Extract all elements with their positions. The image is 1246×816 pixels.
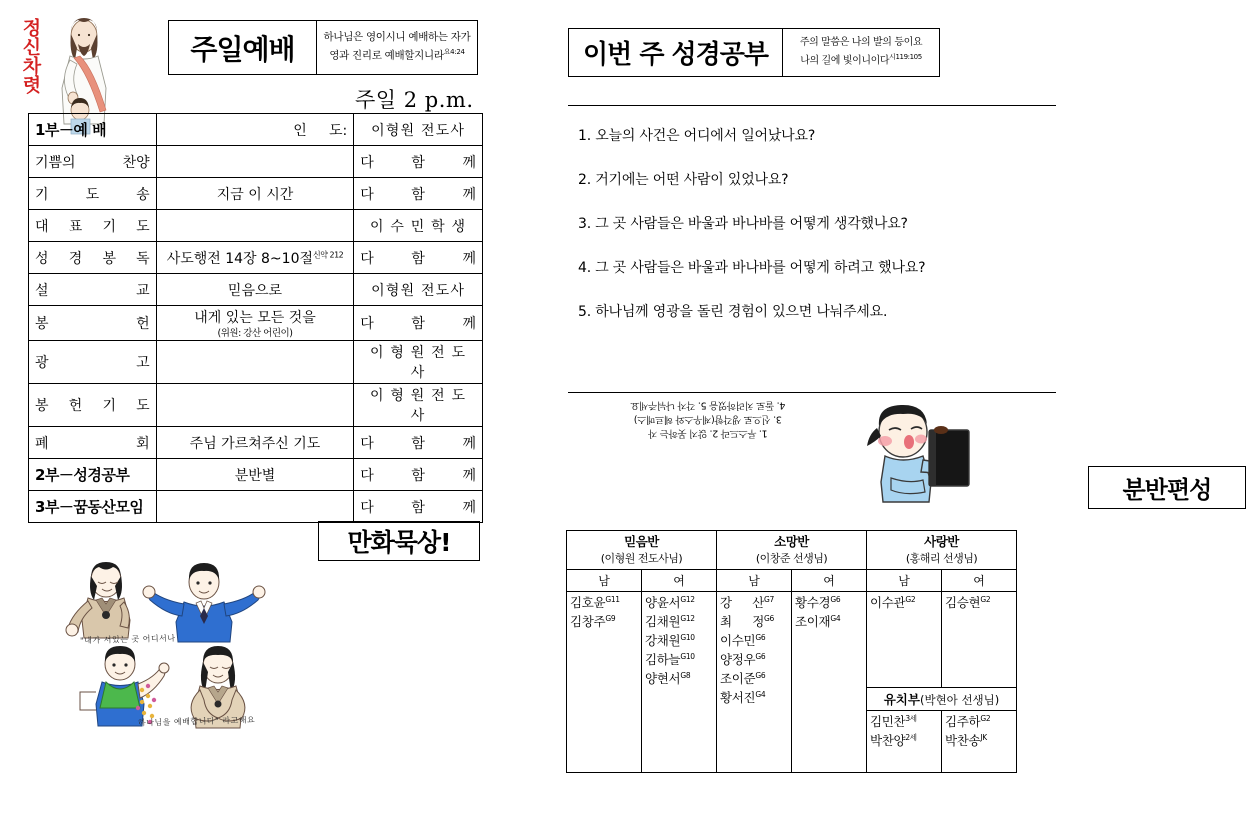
class-header-1: [567, 531, 717, 570]
student-grade: G12: [680, 595, 695, 605]
worship-item-person: 이 형 원 전 도 사: [354, 384, 483, 427]
worship-item-person: 다 함 께: [354, 459, 483, 491]
student-grade: 3세: [905, 714, 917, 724]
worship-order-table: [28, 113, 483, 523]
student-name: 강 산$^{G7}$: [720, 595, 774, 611]
worship-item-detail: 사도행전 14장 8~10절$^{신약 212}$: [156, 242, 354, 274]
gender-header: 남: [567, 570, 642, 592]
bible-study-question: 3. 그 곳 사람들은 바울과 바나바를 어떻게 생각했나요?: [578, 216, 908, 232]
class-assignment-body: [567, 531, 1017, 773]
class3-boys: [867, 592, 942, 688]
bible-study-question: 5. 하나님께 영광을 돌린 경험이 있으면 나눠주세요.: [578, 304, 888, 320]
class1-boys: [567, 592, 642, 773]
bible-study-verse-line2-wrap: [800, 52, 922, 70]
student-name: 김주하$^{G2}$: [945, 714, 991, 730]
worship-item-label: 대 표 기 도: [29, 210, 157, 242]
worship-item-person: 다 함 께: [354, 178, 483, 210]
boy-with-bible-illustration: [855, 400, 980, 505]
worship-item-person: 이형원 전도사: [354, 114, 483, 146]
cartoon-caption-2: 하나님을 예배합니다" 라고해요: [137, 715, 256, 728]
worship-item-label: 3부－꿈동산모임: [29, 491, 157, 523]
worship-item-detail: 내게 있는 모든 것을 (위원: 강산 어린이): [156, 306, 354, 341]
bible-study-answers: [568, 398, 848, 439]
bible-study-title: 이번 주 성경공부: [569, 29, 783, 76]
worship-item-label: 설 교: [29, 274, 157, 306]
class2-girls: [792, 592, 867, 773]
worship-item-label: 1부－예 배: [29, 114, 157, 146]
gender-header: 여: [642, 570, 717, 592]
worship-verse-line1: 하나님은 영이시니 예배하는 자가: [323, 31, 471, 44]
worship-item-label: 광 고: [29, 341, 157, 384]
student-grade: G9: [605, 613, 616, 623]
student-name: 양정우$^{G6}$: [720, 651, 766, 667]
offering-note: (위원: 강산 어린이): [217, 328, 293, 339]
worship-item-person: 다 함 께: [354, 491, 483, 523]
worship-row: [29, 242, 483, 274]
student-grade: G6: [830, 595, 841, 605]
cartoon-figures-svg: [58, 558, 308, 738]
worship-item-detail: [156, 210, 354, 242]
worship-row: [29, 274, 483, 306]
student-row: [567, 592, 1017, 688]
student-grade: JK: [980, 732, 987, 742]
student-grade: G6: [755, 670, 766, 680]
gender-header: 남: [717, 570, 792, 592]
class-header-2: [717, 531, 867, 570]
student-grade: G6: [755, 651, 766, 661]
student-grade: G8: [680, 670, 691, 680]
student-grade: 2세: [905, 732, 917, 742]
worship-time: 주일 2 p.m.: [355, 88, 474, 112]
kinder-name: 유치부: [883, 692, 920, 708]
student-grade: G6: [764, 613, 774, 623]
worship-row: [29, 178, 483, 210]
worship-item-person: 다 함 께: [354, 242, 483, 274]
cartoon-meditation-title: 만화묵상!: [318, 521, 480, 561]
class-assignment-title: 분반편성: [1088, 466, 1246, 509]
kinder-boys: [867, 711, 942, 773]
student-name: 황서진$^{G4}$: [720, 689, 766, 705]
student-grade: G2: [980, 714, 991, 724]
worship-item-detail: [156, 114, 354, 146]
worship-item-label: 기 도 송: [29, 178, 157, 210]
cartoon-caption-1: "내가 서있는 곳 어디서나: [79, 633, 176, 646]
worship-item-person: 이 형 원 전 도 사: [354, 341, 483, 384]
worship-item-detail: 분반별: [156, 459, 354, 491]
worship-item-detail: 주님 가르쳐주신 기도: [156, 427, 354, 459]
worship-verse-line2: 영과 진리로 예배할지니라: [329, 49, 444, 62]
class-teacher: (이창준 선생님): [755, 552, 828, 566]
worship-item-detail: [156, 146, 354, 178]
worship-item-label: 봉 헌 기 도: [29, 384, 157, 427]
class2-boys: [717, 592, 792, 773]
divider-top: [568, 105, 1056, 106]
worship-verse-ref: 요4:24: [443, 48, 465, 57]
answer-line-3: 4. 돌로 치려하였음 5. 각자 나눠주세요: [630, 399, 786, 411]
class-name: 사랑반: [924, 534, 959, 549]
bible-study-questions: [578, 125, 1048, 345]
student-name: 김호윤$^{G11}$: [570, 595, 620, 611]
student-name: 김창주$^{G9}$: [570, 613, 616, 630]
worship-item-person: 이형원 전도사: [354, 274, 483, 306]
worship-item-person: 이 수 민 학 생: [354, 210, 483, 242]
bible-study-title-box: [568, 28, 940, 77]
gender-header: 여: [942, 570, 1017, 592]
student-name: 박찬양$^{2세}$: [870, 732, 917, 749]
student-name: 조이재$^{G4}$: [795, 613, 841, 630]
student-name: 김하늘$^{G10}$: [645, 651, 695, 667]
student-name: 조이준$^{G6}$: [720, 670, 766, 686]
student-grade: G10: [680, 651, 695, 661]
worship-item-person: 다 함 께: [354, 146, 483, 178]
class3-girls: [942, 592, 1017, 688]
worship-row: [29, 146, 483, 178]
lead-label: 인 도:: [293, 122, 348, 139]
student-grade: G4: [830, 613, 841, 623]
answer-line-1: 1. 루스드라 2. 앉지 못하는 자: [648, 427, 768, 439]
gender-header-row: [567, 570, 1017, 592]
student-name: 김승현$^{G2}$: [945, 595, 991, 611]
worship-item-detail: [156, 384, 354, 427]
worship-row: [29, 306, 483, 341]
worship-title-box: [168, 20, 478, 75]
bible-study-verse-ref: 시119:105: [889, 52, 922, 61]
bible-study-question: 1. 오늘의 사건은 어디에서 일어났나요?: [578, 128, 816, 144]
worship-item-person: 다 함 께: [354, 427, 483, 459]
worship-order-body: [29, 114, 483, 523]
student-name: 최 정$^{G6}$: [720, 613, 774, 630]
student-name: 이수관$^{G2}$: [870, 595, 916, 611]
worship-item-label: 2부－성경공부: [29, 459, 157, 491]
student-name: 김채원$^{G12}$: [645, 613, 695, 630]
student-grade: G12: [680, 613, 695, 623]
worship-row: [29, 459, 483, 491]
worship-item-person: 다 함 께: [354, 306, 483, 341]
kinder-teacher: (박현아 선생님): [919, 693, 1000, 708]
class-header-3: [867, 531, 1017, 570]
class-teacher: (이형원 전도사님): [600, 552, 683, 566]
student-name: 이수민$^{G6}$: [720, 632, 766, 649]
bible-study-question: 4. 그 곳 사람들은 바울과 바나바를 어떻게 하려고 했나요?: [578, 260, 926, 276]
bible-study-question: 2. 거기에는 어떤 사람이 있었나요?: [578, 172, 789, 188]
worship-row: [29, 427, 483, 459]
bible-study-verse-line1: 주의 말씀은 나의 발의 등이요: [799, 37, 923, 49]
worship-verse: [317, 21, 477, 74]
divider-bottom: [568, 392, 1056, 393]
student-name: 양현서$^{G8}$: [645, 670, 691, 686]
student-grade: G2: [905, 595, 916, 605]
student-name: 박찬송$^{JK}$: [945, 732, 987, 749]
worship-item-label: 봉 헌: [29, 306, 157, 341]
worship-item-detail: 지금 이 시간: [156, 178, 354, 210]
worship-row: [29, 491, 483, 523]
student-grade: G4: [755, 689, 766, 699]
worship-row: [29, 210, 483, 242]
cartoon-illustration: [58, 558, 308, 738]
worship-row: [29, 384, 483, 427]
student-name: 강채원$^{G10}$: [645, 632, 695, 649]
kinder-header: [867, 688, 1017, 711]
student-name: 김민찬$^{3세}$: [870, 714, 917, 730]
answer-line-2: 3. 신으로 생각함(제우스와 헤르메스): [634, 413, 782, 425]
class-name: 믿음반: [624, 534, 659, 549]
bible-study-verse-line2: 나의 길에 빛이니이다: [800, 55, 890, 67]
student-name: 황수경$^{G6}$: [795, 595, 841, 611]
worship-item-label: 기쁨의 찬양: [29, 146, 157, 178]
class-assignment-table: [566, 530, 1017, 773]
worship-item-detail: [156, 491, 354, 523]
worship-row: [29, 114, 483, 146]
class-teacher: (홍해리 선생님): [905, 552, 978, 566]
student-grade: G6: [755, 632, 766, 642]
worship-item-label: 폐 회: [29, 427, 157, 459]
class-header-row: [567, 531, 1017, 570]
left-column: [0, 0, 520, 816]
student-grade: G7: [764, 595, 774, 605]
student-grade: G2: [980, 595, 991, 605]
student-grade: G11: [605, 595, 620, 605]
class-name: 소망반: [774, 534, 809, 549]
gender-header: 남: [867, 570, 942, 592]
kinder-girls: [942, 711, 1017, 773]
student-grade: G10: [680, 632, 695, 642]
worship-item-label: 성 경 봉 독: [29, 242, 157, 274]
worship-item-detail: [156, 341, 354, 384]
gender-header: 여: [792, 570, 867, 592]
logo-vertical-text: 정신차렷: [19, 17, 42, 95]
student-name: 양윤서$^{G12}$: [645, 595, 695, 611]
class1-girls: [642, 592, 717, 773]
bible-study-verse: [783, 29, 939, 76]
worship-row: [29, 341, 483, 384]
worship-item-detail: 믿음으로: [156, 274, 354, 306]
scripture-page-ref: 신약 212: [313, 249, 344, 259]
worship-title: 주일예배: [169, 21, 317, 74]
worship-verse-line2-wrap: [329, 47, 464, 65]
